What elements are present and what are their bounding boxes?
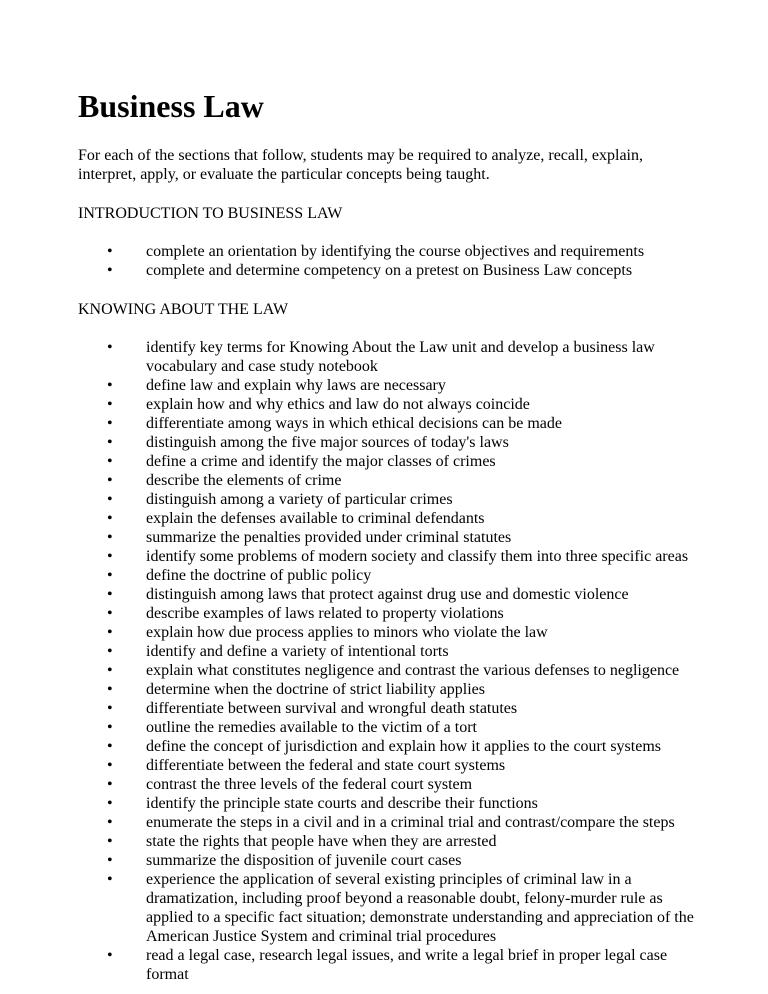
document-title: Business Law	[78, 88, 264, 124]
intro-paragraph: For each of the sections that follow, students may be required to analyze, recall, explain, interpret, apply, or evaluate the particular concepts being taught.	[78, 147, 643, 183]
list-item: • define law and explain why laws are necessary	[146, 376, 700, 395]
list-item: • complete an orientation by identifying the course objectives and requirements	[146, 242, 700, 261]
list-item: • complete and determine competency on a pretest on Business Law concepts	[146, 261, 700, 280]
list-item: • differentiate between the federal and state court systems	[146, 756, 700, 775]
section-knowing-about-the-law	[78, 300, 700, 984]
list-item: • contrast the three levels of the federal court system	[146, 775, 700, 794]
list-item: • distinguish among laws that protect against drug use and domestic violence	[146, 585, 700, 604]
list-item: • explain the defenses available to criminal defendants	[146, 509, 700, 528]
list-item: • define the concept of jurisdiction and explain how it applies to the court systems	[146, 737, 700, 756]
objective-list	[78, 242, 700, 280]
list-item: • explain how and why ethics and law do not always coincide	[146, 395, 700, 414]
list-item: • experience the application of several existing principles of criminal law in a dramatization, including proof beyond a reasonable doubt, felony-murder rule as applied to a specific fact situation; demonstrate understanding and appreciation of the American Justice System and criminal trial procedures	[146, 870, 700, 946]
list-item: • differentiate among ways in which ethical decisions can be made	[146, 414, 700, 433]
list-item: • explain what constitutes negligence and contrast the various defenses to negligence	[146, 661, 700, 680]
list-item: • enumerate the steps in a civil and in a criminal trial and contrast/compare the steps	[146, 813, 700, 832]
list-item: • summarize the penalties provided under criminal statutes	[146, 528, 700, 547]
list-item: • differentiate between survival and wrongful death statutes	[146, 699, 700, 718]
list-item: • describe examples of laws related to property violations	[146, 604, 700, 623]
list-item: • define the doctrine of public policy	[146, 566, 700, 585]
section-heading: KNOWING ABOUT THE LAW	[78, 301, 289, 318]
list-item: • identify key terms for Knowing About the Law unit and develop a business law vocabulary and case study notebook	[146, 338, 700, 376]
objective-list	[78, 338, 700, 984]
list-item: • distinguish among a variety of particular crimes	[146, 490, 700, 509]
section-introduction	[78, 204, 700, 280]
list-item: • identify and define a variety of intentional torts	[146, 642, 700, 661]
list-item: • identify some problems of modern society and classify them into three specific areas	[146, 547, 700, 566]
list-item: • explain how due process applies to minors who violate the law	[146, 623, 700, 642]
list-item: • distinguish among the five major sources of today's laws	[146, 433, 700, 452]
list-item: • state the rights that people have when they are arrested	[146, 832, 700, 851]
list-item: • outline the remedies available to the victim of a tort	[146, 718, 700, 737]
list-item: • summarize the disposition of juvenile court cases	[146, 851, 700, 870]
list-item: • identify the principle state courts and describe their functions	[146, 794, 700, 813]
section-heading: INTRODUCTION TO BUSINESS LAW	[78, 205, 343, 222]
list-item: • determine when the doctrine of strict liability applies	[146, 680, 700, 699]
list-item: • describe the elements of crime	[146, 471, 700, 490]
list-item: • read a legal case, research legal issues, and write a legal brief in proper legal case format	[146, 946, 700, 984]
list-item: • define a crime and identify the major classes of crimes	[146, 452, 700, 471]
